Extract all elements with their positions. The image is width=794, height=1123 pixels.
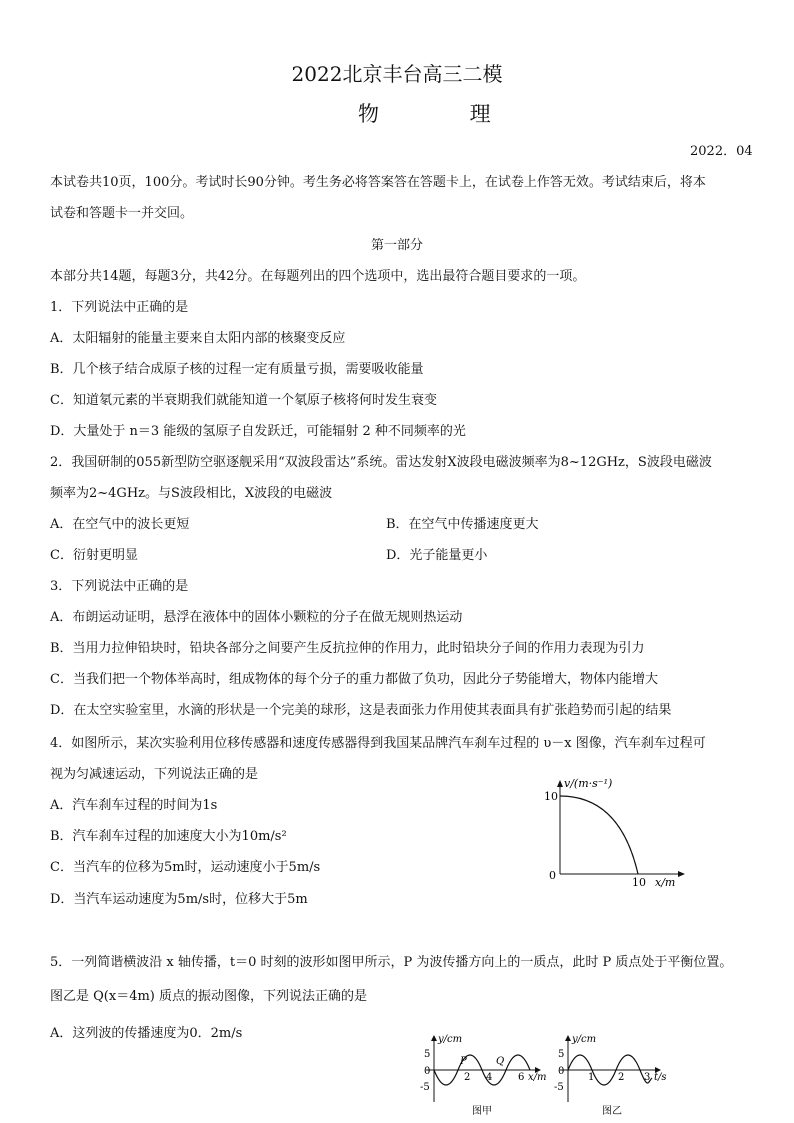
q1-stem: 1．下列说法中正确的是 [50,300,189,315]
q3-option-a: A．布朗运动证明，悬浮在液体中的固体小颗粒的分子在做无规则热运动 [50,610,463,625]
q4-option-c: C．当汽车的位移为5m时，运动速度小于5m/s [50,860,321,875]
q4-x-arrow-icon [678,871,685,877]
q4-xlabel: x/m [655,876,676,889]
fig1-tick-4: 4 [486,1072,493,1083]
q2-option-a: A．在空气中的波长更短 [50,517,190,532]
fig1-caption: 图甲 [472,1106,492,1117]
q2-option-c: C．衍射更明显 [50,548,138,563]
subject-title: 物 理 [358,102,533,126]
intro-line-1: 本试卷共10页，100分。考试时长90分钟。考生务必将答案答在答题卡上，在试卷上作答无效。考试结束后，将本 [50,175,706,190]
fig1-point-q: Q [496,1056,505,1067]
q5-stem-2: 图乙是 Q(x＝4m) 质点的振动图像，下列说法正确的是 [50,989,367,1004]
fig2-y5: 5 [558,1049,565,1060]
q1-option-c: C．知道氡元素的半衰期我们就能知道一个氡原子核将何时发生衰变 [50,393,437,408]
q4-y-arrow-icon [557,780,563,787]
fig2-tick-2: 2 [618,1072,625,1083]
fig1-point-p: P [460,1056,467,1067]
q4-option-d: D．当汽车运动速度为5m/s时，位移大于5m [50,892,308,907]
q5-fig2-vibration [552,1032,672,1120]
fig1-yneg5: -5 [420,1082,430,1093]
q4-ylabel: v/(m·s⁻¹) [564,777,613,790]
exam-title: 2022北京丰台高三二模 [291,62,503,86]
fig2-yneg5: -5 [554,1082,564,1093]
q2-option-d: D．光子能量更小 [386,548,488,563]
exam-date: 2022．04 [690,144,753,159]
q4-option-a: A．汽车刹车过程的时间为1s [50,798,218,813]
q4-stem-1: 4．如图所示，某次实验利用位移传感器和速度传感器得到我国某品牌汽车刹车过程的 υ－x 图像，汽车刹车过程可 [50,736,706,751]
q2-option-b: B．在空气中传播速度更大 [386,517,539,532]
q4-curve [560,796,638,874]
q5-stem-1: 5．一列简谐横波沿 x 轴传播，t＝0 时刻的波形如图甲所示，P 为波传播方向上的一质点，此时 P 质点处于平衡位置。 [50,955,733,970]
q1-option-d: D．大量处于 n＝3 能级的氢原子自发跃迁，可能辐射 2 种不同频率的光 [50,424,466,439]
q3-option-c: C．当我们把一个物体举高时，组成物体的每个分子的重力都做了负功，因此分子势能增大，物体内能增大 [50,672,658,687]
q4-ytick: 10 [544,790,558,803]
q1-option-a: A．太阳辐射的能量主要来自太阳内部的核聚变反应 [50,331,346,346]
fig2-tick-3: 3 [644,1072,651,1083]
q1-option-b: B．几个核子结合成原子核的过程一定有质量亏损，需要吸收能量 [50,362,424,377]
q5-fig1-wave [420,1032,550,1120]
q3-option-d: D．在太空实验室里，水滴的形状是一个完美的球形，这是表面张力作用使其表面具有扩张趋势而引起的结果 [50,703,672,718]
fig1-y0: 0 [424,1066,431,1077]
q2-stem-2: 频率为2~4GHz。与S波段相比，X波段的电磁波 [50,486,333,501]
fig1-tick-6: 6 [518,1072,525,1083]
fig1-ylabel: y/cm [438,1034,463,1045]
q4-origin: 0 [549,869,556,882]
fig2-y0: 0 [558,1066,565,1077]
fig1-tick-2: 2 [464,1072,471,1083]
fig1-y-arrow-icon [431,1035,437,1041]
q4-stem-2: 视为匀减速运动，下列说法正确的是 [50,767,259,782]
q5-option-a: A．这列波的传播速度为0．2m/s [50,1026,243,1041]
fig2-tick-1: 1 [588,1072,595,1083]
fig2-y-arrow-icon [565,1035,571,1041]
intro-line-2: 试卷和答题卡一并交回。 [50,206,194,221]
part1-heading: 第一部分 [370,238,423,253]
fig1-xlabel: x/m [528,1072,547,1083]
q4-xtick: 10 [632,876,646,889]
q4-option-b: B．汽车刹车过程的加速度大小为10m/s² [50,829,287,844]
fig2-xlabel: t/s [654,1072,667,1083]
q2-stem-1: 2．我国研制的055新型防空驱逐舰采用“双波段雷达”系统。雷达发射X波段电磁波频率为8~12GHz，S波段电磁波 [50,455,712,470]
q3-option-b: B．当用力拉伸铅块时，铅块各部分之间要产生反抗拉伸的作用力，此时铅块分子间的作用力表现为引力 [50,641,645,656]
fig2-ylabel: y/cm [572,1034,597,1045]
q4-vx-graph [540,776,690,891]
part1-instructions: 本部分共14题，每题3分，共42分。在每题列出的四个选项中，选出最符合题目要求的一项。 [50,269,586,284]
q3-stem: 3．下列说法中正确的是 [50,579,189,594]
fig2-caption: 图乙 [602,1106,622,1117]
fig1-y5: 5 [424,1049,431,1060]
